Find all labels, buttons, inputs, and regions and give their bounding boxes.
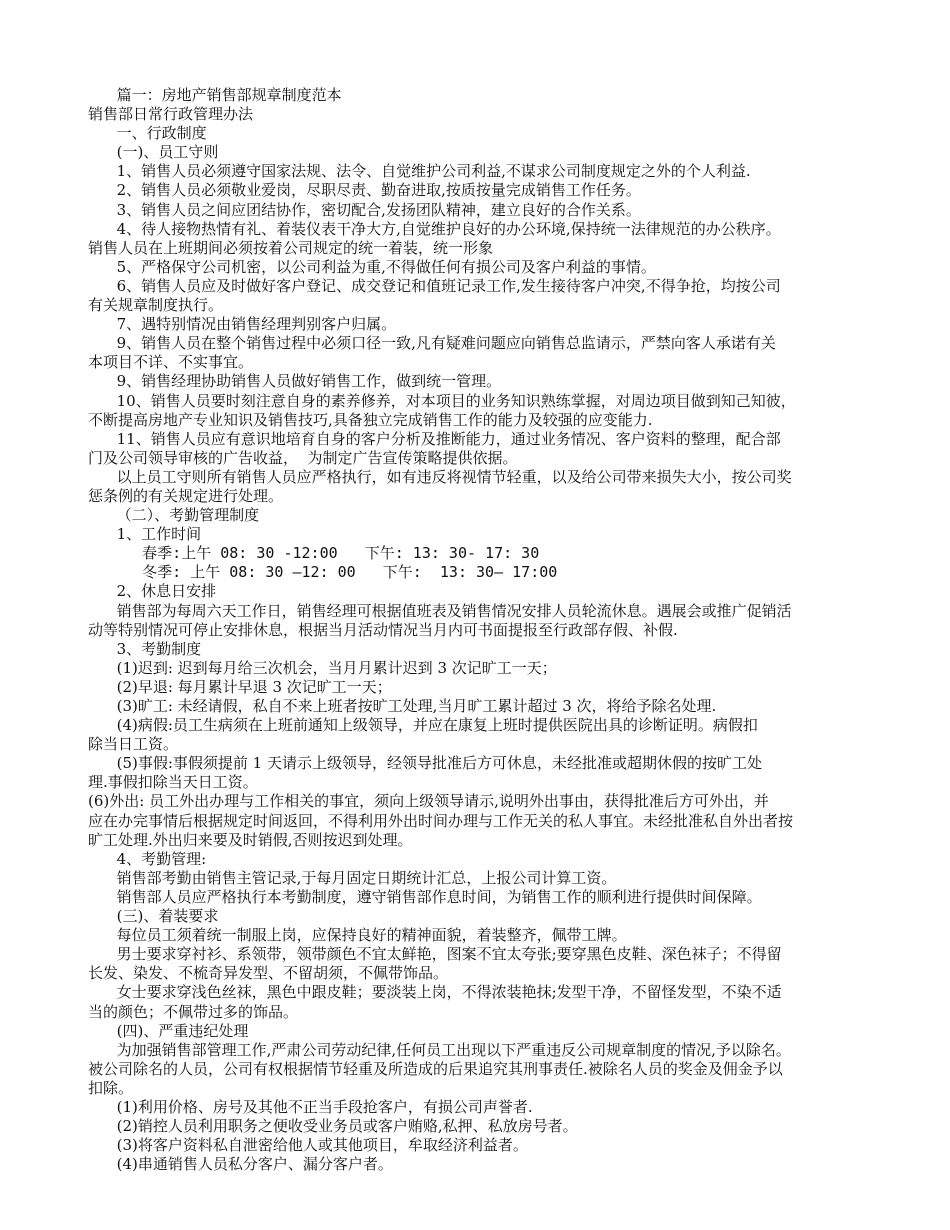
text-line: (一)、员工守则 (88, 143, 219, 162)
text-line: 以上员工守则所有销售人员应严格执行，如有违反将视情节轻重，以及给公司带来损失大小，按公司奖 (88, 467, 792, 486)
text-line: (三)、着装要求 (88, 907, 219, 926)
text-line: 11、销售人员应有意识地培育自身的客户分析及推断能力，通过业务情况、客户资料的整理，配合部 (88, 429, 781, 448)
text-line: 4、考勤管理: (88, 849, 207, 868)
text-line: 长发、染发、不梳奇异发型、不留胡须，不佩带饰品。 (88, 964, 449, 983)
text-line: 旷工处理.外出归来要及时销假,否则按迟到处理。 (88, 830, 413, 849)
text-line: 动等特别情况可停止安排休息，根据当月活动情况当月内可书面提报至行政部存假、补假. (88, 620, 678, 639)
text-line: 女士要求穿浅色丝袜，黑色中跟皮鞋；要淡装上岗，不得浓装艳抹;发型干净，不留怪发型，不染不适 (88, 983, 782, 1002)
text-line: 销售部人员应严格执行本考勤制度，遵守销售部作息时间，为销售工作的顺利进行提供时间保障。 (88, 887, 762, 906)
text-line: 9、销售经理协助销售人员做好销售工作，做到统一管理。 (88, 372, 502, 391)
text-line: 销售部考勤由销售主管记录,于每月固定日期统计汇总，上报公司计算工资。 (88, 868, 617, 887)
text-line: 2、休息日安排 (88, 582, 217, 601)
text-line: 除当日工资。 (88, 735, 179, 754)
text-line: (2)早退: 每月累计早退 3 次记旷工一天； (88, 677, 392, 696)
text-line: (四)、严重违纪处理 (88, 1021, 249, 1040)
text-line: 本项目不详、不实事宜。 (88, 353, 254, 372)
text-line: (1)迟到: 迟到每月给三次机会，当月月累计迟到 3 次记旷工一天； (88, 658, 557, 677)
text-line: 1、销售人员必须遵守国家法规、法令、自觉维护公司利益,不谋求公司制度规定之外的个人利益. (88, 162, 751, 181)
text-line: 3、销售人员之间应团结协作，密切配合,发扬团队精神，建立良好的合作关系。 (88, 200, 641, 219)
text-line: 不断提高房地产专业知识及销售技巧,具备独立完成销售工作的能力及较强的应变能力. (88, 410, 653, 429)
text-line: 春季:上午 08: 30 -12:00 下午: 13: 30- 17: 30 (88, 544, 540, 563)
text-line: 惩条例的有关规定进行处理。 (88, 486, 284, 505)
text-line: 1、工作时间 (88, 525, 202, 544)
text-line: (2)销控人员利用职务之便收受业务员或客户贿赂,私押、私放房号者。 (88, 1117, 578, 1136)
text-line: (3)旷工: 未经请假，私自不来上班者按旷工处理,当月旷工累计超过 3 次，将给予除名处理. (88, 697, 717, 715)
text-line: 2、销售人员必须敬业爱岗，尽职尽责、勤奋进取,按质按量完成销售工作任务。 (88, 181, 641, 200)
text-line: 每位员工须着统一制服上岗，应保持良好的精神面貌，着装整齐，佩带工牌。 (88, 926, 627, 945)
text-line: 7、遇特别情况由销售经理判别客户归属。 (88, 315, 397, 334)
text-line: 10、销售人员要时刻注意自身的素养修养，对本项目的业务知识熟练掌握，对周边项目做到知己知彼， (88, 391, 796, 410)
text-line: 篇一：房地产销售部规章制度范本 (88, 86, 342, 104)
text-line: 5、严格保守公司机密，以公司利益为重,不得做任何有损公司及客户利益的事情。 (88, 257, 656, 276)
text-line: (6)外出: 员工外出办理与工作相关的事宜，须向上级领导请示,说明外出事由，获得批准后方可外出，并 (88, 792, 769, 811)
text-line: 应在办完事情后根据规定时间返回，不得利用外出时间办理与工作无关的私人事宜。未经批准私自外出者按 (88, 811, 794, 830)
text-line: 被公司除名的人员，公司有权根据情节轻重及所造成的后果追究其刑事责任.被除名人员的奖金及佣金予以 (88, 1059, 783, 1078)
text-line: 3、考勤制度 (88, 639, 202, 658)
text-line: (3)将客户资料私自泄密给他人或其他项目，牟取经济利益者。 (88, 1136, 528, 1155)
text-line: 一、行政制度 (88, 124, 207, 143)
text-line: 门及公司领导审核的广告收益， 为制定广告宣传策略提供依据。 (88, 448, 518, 467)
document-body (88, 86, 878, 1174)
text-line: 扣除。 (88, 1078, 134, 1097)
text-line: 9、销售人员在整个销售过程中必须口径一致,凡有疑难问题应向销售总监请示，严禁向客人承诺有关 (88, 334, 776, 353)
text-line: 当的颜色；不佩带过多的饰品。 (88, 1002, 299, 1021)
text-line: 销售部日常行政管理办法 (88, 105, 254, 124)
text-line: 有关规章制度执行。 (88, 296, 224, 315)
text-line: (4)串通销售人员私分客户、漏分客户者。 (88, 1155, 393, 1174)
text-line: 6、销售人员应及时做好客户登记、成交登记和值班记录工作,发生接待客户冲突,不得争抢，均按公司 (88, 276, 781, 295)
text-line: 男士要求穿衬衫、系领带，领带颜色不宜太鲜艳，图案不宜太夸张;要穿黑色皮鞋、深色袜子；不得留 (88, 945, 782, 964)
text-line: 为加强销售部管理工作,严肃公司劳动纪律,任何员工出现以下严重违反公司规章制度的情况,予以除名。 (88, 1040, 791, 1059)
text-line: 4、待人接物热情有礼、着装仪表干净大方,自觉维护良好的办公环境,保持统一法律规范的办公秩序。 (88, 219, 781, 238)
text-line: (5)事假:事假须提前 1 天请示上级领导，经领导批准后方可休息，未经批准或超期休假的按旷工处 (88, 754, 762, 773)
text-line: （二）、考勤管理制度 (88, 506, 260, 525)
text-line: 冬季: 上午 08: 30 —12: 00 下午: 13: 30— 17:00 (88, 563, 558, 582)
text-line: (4)病假:员工生病须在上班前通知上级领导，并应在康复上班时提供医院出具的诊断证明。病假扣 (88, 716, 758, 735)
text-line: 销售人员在上班期间必须按着公司规定的统一着装，统一形象 (88, 238, 494, 257)
text-line: (1)利用价格、房号及其他不正当手段抢客户，有损公司声誉者. (88, 1097, 533, 1116)
text-line: 理.事假扣除当天日工资。 (88, 773, 258, 792)
text-line: 销售部为每周六天工作日，销售经理可根据值班表及销售情况安排人员轮流休息。遇展会或推广促销活 (88, 601, 792, 620)
